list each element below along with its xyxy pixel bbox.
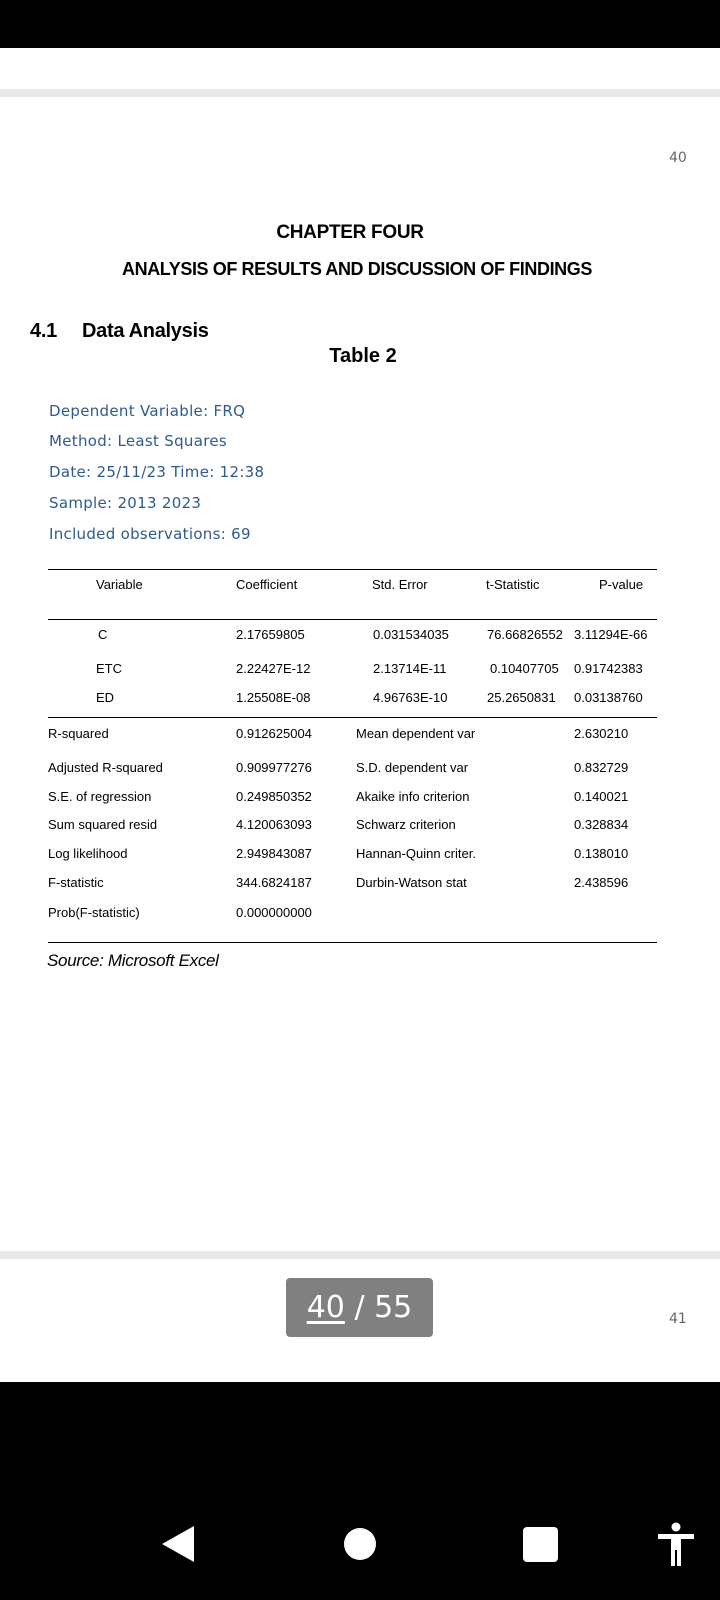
meta-observations: Included observations: 69	[49, 525, 251, 543]
cell-std-error: 2.13714E-11	[373, 661, 447, 676]
meta-sample: Sample: 2013 2023	[49, 494, 202, 512]
page-number: 41	[669, 1311, 687, 1327]
stat-label: S.D. dependent var	[356, 760, 469, 775]
table-rule	[48, 717, 657, 718]
page-indicator[interactable]	[286, 1278, 433, 1337]
current-page: 40	[306, 1290, 345, 1325]
meta-dependent-variable: Dependent Variable: FRQ	[49, 402, 246, 420]
stat-value: 0.328834	[574, 817, 629, 832]
home-icon[interactable]	[343, 1527, 377, 1561]
back-icon[interactable]	[158, 1524, 198, 1564]
section-number: 4.1	[30, 320, 57, 342]
header-coefficient: Coefficient	[236, 577, 298, 592]
cell-p-value: 3.11294E-66	[574, 627, 648, 642]
page-separator	[0, 89, 720, 97]
stat-value: 0.249850352	[236, 789, 312, 804]
stat-value: 0.832729	[574, 760, 629, 775]
accessibility-icon[interactable]	[657, 1522, 695, 1566]
meta-date-time: Date: 25/11/23 Time: 12:38	[49, 463, 265, 481]
cell-coefficient: 2.17659805	[236, 627, 305, 642]
cell-t-statistic: 25.2650831	[487, 690, 556, 705]
stat-label: Mean dependent var	[356, 726, 476, 741]
table-rule	[48, 619, 657, 620]
stat-value: 344.6824187	[236, 875, 312, 890]
table-rule	[48, 942, 657, 943]
stat-value: 2.438596	[574, 875, 629, 890]
cell-std-error: 0.031534035	[373, 627, 449, 642]
stat-value: 2.630210	[574, 726, 629, 741]
header-variable: Variable	[96, 577, 143, 592]
section-title: Data Analysis	[82, 320, 209, 342]
header-std-error: Std. Error	[372, 577, 428, 592]
total-pages: 55	[374, 1290, 413, 1325]
stat-label: Prob(F-statistic)	[48, 905, 140, 920]
stat-label: Log likelihood	[48, 846, 128, 861]
cell-variable: ETC	[96, 661, 122, 676]
cell-p-value: 0.91742383	[574, 661, 643, 676]
stat-value: 0.912625004	[236, 726, 312, 741]
cell-t-statistic: 0.10407705	[490, 661, 559, 676]
page-separator-text: /	[344, 1290, 375, 1325]
cell-coefficient: 2.22427E-12	[236, 661, 311, 676]
stat-label: Adjusted R-squared	[48, 760, 163, 775]
stat-value: 0.138010	[574, 846, 629, 861]
header-p-value: P-value	[599, 577, 644, 592]
cell-std-error: 4.96763E-10	[373, 690, 448, 705]
cell-variable: ED	[96, 690, 115, 705]
stat-label: F-statistic	[48, 875, 104, 890]
stat-value: 0.000000000	[236, 905, 312, 920]
stat-value: 0.140021	[574, 789, 629, 804]
stat-value: 2.949843087	[236, 846, 312, 861]
page-separator	[0, 1251, 720, 1259]
cell-variable: C	[98, 627, 108, 642]
stat-value: 0.909977276	[236, 760, 312, 775]
cell-coefficient: 1.25508E-08	[236, 690, 311, 705]
cell-p-value: 0.03138760	[574, 690, 643, 705]
stat-label: Hannan-Quinn criter.	[356, 846, 476, 861]
recents-icon[interactable]	[523, 1527, 558, 1562]
stat-label: S.E. of regression	[48, 789, 152, 804]
chapter-subtitle: ANALYSIS OF RESULTS AND DISCUSSION OF FINDINGS	[122, 259, 592, 279]
table-source: Source: Microsoft Excel	[47, 951, 219, 970]
stat-label: Durbin-Watson stat	[356, 875, 467, 890]
meta-method: Method: Least Squares	[49, 432, 227, 450]
cell-t-statistic: 76.66826552	[487, 627, 563, 642]
navigation-bar	[0, 1382, 720, 1600]
status-bar	[0, 0, 720, 48]
section-heading	[30, 320, 209, 343]
stat-label: Akaike info criterion	[356, 789, 470, 804]
table-title: Table 2	[329, 345, 397, 367]
stat-label: Sum squared resid	[48, 817, 158, 832]
table-rule	[48, 569, 657, 570]
chapter-title: CHAPTER FOUR	[276, 222, 424, 243]
stat-label: R-squared	[48, 726, 109, 741]
stat-value: 4.120063093	[236, 817, 312, 832]
header-t-statistic: t-Statistic	[486, 577, 540, 592]
stat-label: Schwarz criterion	[356, 817, 456, 832]
page-number: 40	[669, 150, 687, 166]
